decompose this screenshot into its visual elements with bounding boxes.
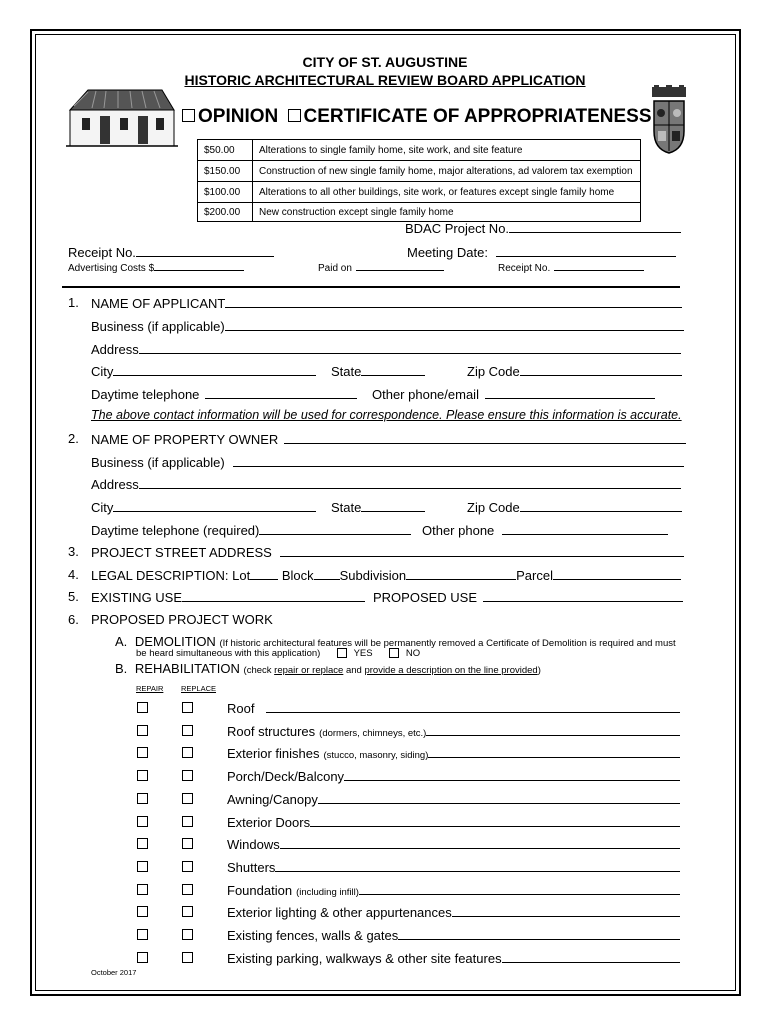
rehab-note-b: repair or replace bbox=[274, 665, 344, 676]
applicant-number: 1. bbox=[68, 295, 79, 310]
repair-checkbox[interactable] bbox=[137, 929, 148, 940]
receipt2-label: Receipt No. bbox=[498, 263, 551, 274]
rehab-item-description-field[interactable] bbox=[502, 950, 680, 963]
fee-row bbox=[198, 182, 641, 203]
rehab-item-description-field[interactable] bbox=[359, 882, 680, 895]
owner-address-row bbox=[91, 476, 681, 492]
repair-checkbox[interactable] bbox=[137, 952, 148, 963]
rehab-item-label: Awning/Canopy bbox=[227, 792, 318, 807]
owner-other-phone-row bbox=[422, 522, 668, 538]
owner-zip-label: Zip Code bbox=[467, 500, 520, 515]
applicant-address-field[interactable] bbox=[139, 341, 681, 354]
rehab-item-description-field[interactable] bbox=[275, 859, 680, 872]
owner-name-label: NAME OF PROPERTY OWNER bbox=[91, 432, 279, 447]
rehab-item-label: Roof bbox=[227, 701, 255, 716]
rehab-note-d: provide a description on the line provided bbox=[364, 665, 538, 676]
owner-name-field[interactable] bbox=[284, 431, 686, 444]
rehab-item-sublabel: (stucco, masonry, siding) bbox=[323, 750, 429, 761]
applicant-city-field[interactable] bbox=[113, 363, 316, 376]
replace-checkbox[interactable] bbox=[182, 793, 193, 804]
proposed-use-label: PROPOSED USE bbox=[373, 590, 478, 605]
historic-house-illustration bbox=[66, 86, 178, 148]
applicant-address-label: Address bbox=[91, 342, 139, 357]
rehab-item-description-field[interactable] bbox=[318, 791, 680, 804]
rehab-item-description-field[interactable] bbox=[310, 814, 680, 827]
legal-label: LEGAL DESCRIPTION: Lot bbox=[91, 568, 251, 583]
rehab-item-label: Exterior finishes bbox=[227, 746, 320, 761]
fee-amount: $150.00 bbox=[198, 161, 253, 182]
rehab-item-description-field[interactable] bbox=[452, 904, 680, 917]
meeting-field[interactable] bbox=[496, 244, 676, 257]
rehab-item-description-field[interactable] bbox=[426, 723, 680, 736]
demolition-letter: A. bbox=[115, 634, 128, 649]
advertising-field[interactable] bbox=[154, 261, 244, 271]
bdac-row bbox=[405, 220, 681, 236]
rehab-item-label-group bbox=[227, 700, 680, 716]
owner-business-label: Business (if applicable) bbox=[91, 455, 225, 470]
rehab-note bbox=[244, 665, 541, 676]
fee-amount: $100.00 bbox=[198, 182, 253, 203]
owner-other-phone-field[interactable] bbox=[502, 522, 668, 535]
advertising-label: Advertising Costs $ bbox=[68, 263, 155, 274]
block-label: Block bbox=[281, 568, 314, 583]
existing-use-label: EXISTING USE bbox=[91, 590, 183, 605]
legal-number: 4. bbox=[68, 567, 79, 582]
owner-city-field[interactable] bbox=[113, 499, 316, 512]
rehab-item-label-group bbox=[227, 882, 680, 898]
owner-phone-field[interactable] bbox=[259, 522, 411, 535]
fee-row bbox=[198, 203, 641, 222]
repair-checkbox[interactable] bbox=[137, 770, 148, 781]
rehab-item-label: Windows bbox=[227, 837, 280, 852]
demolition-yes-checkbox[interactable] bbox=[337, 648, 347, 658]
rehab-item-description-field[interactable] bbox=[280, 836, 680, 849]
repair-checkbox[interactable] bbox=[137, 747, 148, 758]
replace-checkbox[interactable] bbox=[182, 884, 193, 895]
rehab-note-a: (check bbox=[243, 665, 272, 676]
receipt-row bbox=[68, 244, 274, 260]
city-title: CITY OF ST. AUGUSTINE bbox=[302, 54, 468, 70]
rehab-item-description-field[interactable] bbox=[266, 700, 680, 713]
applicant-business-field[interactable] bbox=[225, 318, 684, 331]
repair-checkbox[interactable] bbox=[137, 793, 148, 804]
applicant-other-phone-row bbox=[372, 386, 655, 402]
replace-checkbox[interactable] bbox=[182, 861, 193, 872]
demolition-yes-label: YES bbox=[353, 648, 373, 659]
rehab-item-label-group bbox=[227, 950, 680, 966]
fee-row bbox=[198, 140, 641, 161]
repair-checkbox[interactable] bbox=[137, 725, 148, 736]
applicant-state-label: State bbox=[331, 364, 362, 379]
street-number: 3. bbox=[68, 544, 79, 559]
applicant-address-row bbox=[91, 341, 681, 357]
applicant-other-phone-field[interactable] bbox=[485, 386, 655, 399]
replace-checkbox[interactable] bbox=[182, 725, 193, 736]
rehab-item-label-group bbox=[227, 836, 680, 852]
advertising-row bbox=[68, 261, 244, 274]
receipt2-row bbox=[498, 261, 644, 274]
owner-state-row bbox=[331, 499, 425, 515]
repair-checkbox[interactable] bbox=[137, 906, 148, 917]
city-crest-logo bbox=[648, 85, 690, 155]
applicant-name-label: NAME OF APPLICANT bbox=[91, 296, 226, 311]
replace-checkbox[interactable] bbox=[182, 816, 193, 827]
repair-checkbox[interactable] bbox=[137, 816, 148, 827]
meeting-label: Meeting Date: bbox=[407, 245, 488, 260]
applicant-other-phone-label: Other phone/email bbox=[372, 387, 479, 402]
street-field[interactable] bbox=[280, 544, 684, 557]
applicant-zip-label: Zip Code bbox=[467, 364, 520, 379]
rehab-item-label-group bbox=[227, 723, 680, 739]
owner-business-field[interactable] bbox=[233, 454, 684, 467]
rehab-item-label: Shutters bbox=[227, 860, 276, 875]
opinion-checkbox[interactable] bbox=[182, 109, 195, 122]
owner-state-field[interactable] bbox=[361, 499, 425, 512]
form-date: October 2017 bbox=[91, 968, 137, 977]
owner-address-field[interactable] bbox=[139, 476, 681, 489]
fee-description: Alterations to all other buildings, site work, or features except single family home bbox=[253, 182, 641, 203]
applicant-city-label: City bbox=[91, 364, 114, 379]
rehab-item-sublabel: (including infill) bbox=[296, 887, 359, 898]
opinion-label: OPINION bbox=[198, 106, 279, 127]
paid-on-field[interactable] bbox=[356, 261, 444, 271]
demolition-note-line2 bbox=[136, 648, 420, 659]
proposed-use-row bbox=[373, 589, 683, 605]
coa-label: CERTIFICATE OF APPROPRIATENESS bbox=[303, 106, 652, 127]
rehab-item-label-group bbox=[227, 768, 680, 784]
paid-on-label: Paid on bbox=[318, 263, 352, 274]
street-row bbox=[91, 544, 684, 560]
rehab-item-label-group bbox=[227, 927, 680, 943]
replace-checkbox[interactable] bbox=[182, 906, 193, 917]
repair-checkbox[interactable] bbox=[137, 861, 148, 872]
rehab-item-label: Exterior lighting & other appurtenances bbox=[227, 905, 452, 920]
coa-checkbox[interactable] bbox=[288, 109, 301, 122]
applicant-state-row bbox=[331, 363, 425, 379]
legal-row bbox=[91, 567, 681, 583]
bdac-label: BDAC Project No. bbox=[405, 221, 510, 236]
rehab-item-description-field[interactable] bbox=[344, 768, 680, 781]
replace-checkbox[interactable] bbox=[182, 929, 193, 940]
rehab-label: REHABILITATION bbox=[134, 661, 240, 676]
owner-zip-field[interactable] bbox=[520, 499, 682, 512]
fee-description: Alterations to single family home, site work, and site feature bbox=[253, 140, 641, 161]
work-heading: PROPOSED PROJECT WORK bbox=[91, 612, 273, 627]
fee-amount: $50.00 bbox=[198, 140, 253, 161]
applicant-name-row bbox=[91, 295, 682, 311]
rehab-item-label: Existing fences, walls & gates bbox=[227, 928, 399, 943]
section-divider bbox=[62, 286, 680, 288]
owner-other-phone-label: Other phone bbox=[422, 523, 495, 538]
rehab-note-e: ) bbox=[537, 665, 541, 676]
existing-use-field[interactable] bbox=[182, 589, 365, 602]
subdivision-label: Subdivision bbox=[339, 568, 407, 583]
replace-checkbox[interactable] bbox=[182, 747, 193, 758]
rehab-row bbox=[115, 661, 541, 676]
rehab-item-label-group bbox=[227, 859, 680, 875]
owner-number: 2. bbox=[68, 431, 79, 446]
rehab-item-label: Existing parking, walkways & other site features bbox=[227, 951, 502, 966]
fee-row bbox=[198, 161, 641, 182]
receipt-field[interactable] bbox=[136, 244, 274, 257]
repair-checkbox[interactable] bbox=[137, 838, 148, 849]
work-number: 6. bbox=[68, 612, 79, 627]
rehab-item-label-group bbox=[227, 745, 680, 761]
receipt-label: Receipt No. bbox=[68, 245, 136, 260]
repair-header: REPAIR bbox=[136, 684, 164, 693]
demolition-no-checkbox[interactable] bbox=[389, 648, 399, 658]
applicant-phone-label: Daytime telephone bbox=[91, 387, 200, 402]
fee-description: Construction of new single family home, major alterations, ad valorem tax exemption bbox=[253, 161, 641, 182]
applicant-zip-row bbox=[467, 363, 682, 379]
paid-on-row bbox=[318, 261, 444, 274]
rehab-note-c: and bbox=[345, 665, 362, 676]
board-title: HISTORIC ARCHITECTURAL REVIEW BOARD APPLICATION bbox=[184, 72, 586, 88]
demolition-no-label: NO bbox=[405, 648, 421, 659]
owner-state-label: State bbox=[331, 500, 362, 515]
replace-checkbox[interactable] bbox=[182, 952, 193, 963]
rehab-item-label: Exterior Doors bbox=[227, 815, 311, 830]
street-label: PROJECT STREET ADDRESS bbox=[91, 545, 272, 560]
fee-description: New construction except single family home bbox=[253, 203, 641, 222]
applicant-business-label: Business (if applicable) bbox=[91, 319, 225, 334]
rehab-item-description-field[interactable] bbox=[428, 745, 680, 758]
owner-city-row bbox=[91, 499, 316, 515]
use-number: 5. bbox=[68, 589, 79, 604]
owner-phone-row bbox=[91, 522, 411, 538]
owner-city-label: City bbox=[91, 500, 114, 515]
applicant-name-field[interactable] bbox=[225, 295, 682, 308]
rehab-item-label-group bbox=[227, 904, 680, 920]
applicant-city-row bbox=[91, 363, 316, 379]
rehab-item-label: Porch/Deck/Balcony bbox=[227, 769, 345, 784]
applicant-business-row bbox=[91, 318, 684, 334]
rehab-item-label-group bbox=[227, 791, 680, 807]
rehab-item-description-field[interactable] bbox=[398, 927, 680, 940]
parcel-field[interactable] bbox=[553, 567, 681, 580]
replace-checkbox[interactable] bbox=[182, 702, 193, 713]
lot-field[interactable] bbox=[250, 567, 278, 580]
owner-address-label: Address bbox=[91, 477, 139, 492]
owner-phone-label: Daytime telephone (required) bbox=[91, 523, 260, 538]
existing-use-row bbox=[91, 589, 365, 605]
receipt2-field[interactable] bbox=[554, 261, 644, 271]
applicant-phone-field[interactable] bbox=[205, 386, 357, 399]
contact-note: The above contact information will be used for correspondence. Please ensure this information is accurate. bbox=[91, 408, 682, 422]
repair-checkbox[interactable] bbox=[137, 884, 148, 895]
rehab-item-label-group bbox=[227, 814, 680, 830]
owner-zip-row bbox=[467, 499, 682, 515]
owner-name-row bbox=[91, 431, 686, 447]
application-type-title bbox=[182, 106, 652, 128]
proposed-use-field[interactable] bbox=[483, 589, 683, 602]
rehab-item-sublabel: (dormers, chimneys, etc.) bbox=[319, 728, 427, 739]
demolition-row bbox=[115, 634, 676, 649]
repair-checkbox[interactable] bbox=[137, 702, 148, 713]
applicant-zip-field[interactable] bbox=[520, 363, 682, 376]
demolition-label: DEMOLITION bbox=[134, 634, 216, 649]
meeting-row bbox=[407, 244, 676, 260]
bdac-field[interactable] bbox=[509, 220, 681, 233]
demolition-note: (If historic architectural features will be permanently removed a Certificate of Demolition is required and must bbox=[219, 638, 676, 649]
replace-header: REPLACE bbox=[181, 684, 217, 693]
owner-business-row bbox=[91, 454, 684, 470]
applicant-phone-row bbox=[91, 386, 357, 402]
demolition-note-2: be heard simultaneous with this application) bbox=[136, 648, 321, 659]
fee-table bbox=[197, 139, 641, 222]
subdivision-field[interactable] bbox=[406, 567, 516, 580]
replace-checkbox[interactable] bbox=[182, 770, 193, 781]
applicant-state-field[interactable] bbox=[361, 363, 425, 376]
rehab-item-label: Foundation bbox=[227, 883, 293, 898]
rehab-letter: B. bbox=[115, 661, 128, 676]
rehab-item-label: Roof structures bbox=[227, 724, 316, 739]
block-field[interactable] bbox=[314, 567, 340, 580]
fee-amount: $200.00 bbox=[198, 203, 253, 222]
replace-checkbox[interactable] bbox=[182, 838, 193, 849]
parcel-label: Parcel bbox=[516, 568, 553, 583]
